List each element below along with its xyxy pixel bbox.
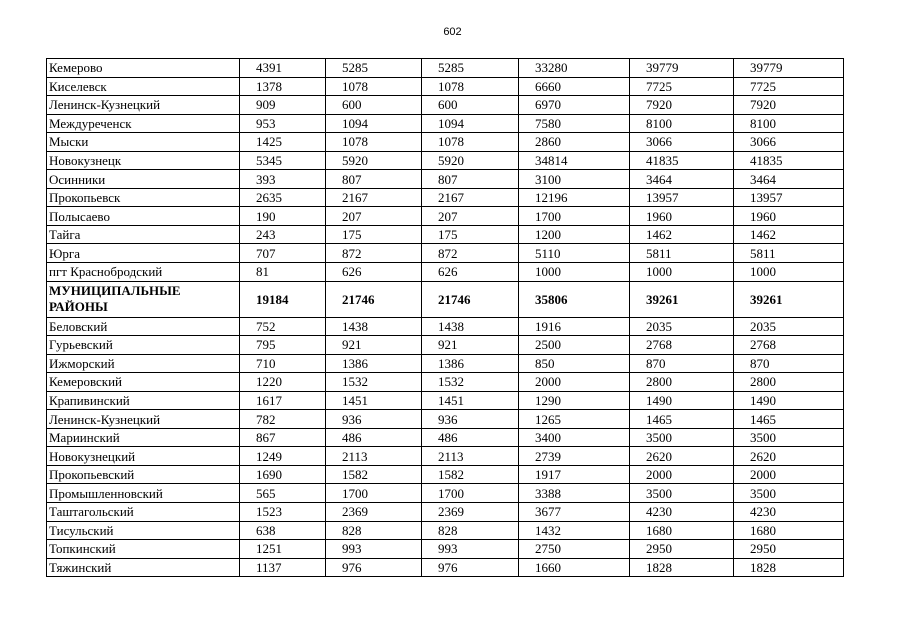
cell-value-col-5: 1960 <box>630 207 734 226</box>
cell-territory-name: Прокопьевск <box>47 188 240 207</box>
cell-value-col-2: 1700 <box>326 484 422 503</box>
cell-territory-name: МУНИЦИПАЛЬНЫЕ РАЙОНЫ <box>47 281 240 317</box>
cell-value-col-1: 1378 <box>240 77 326 96</box>
cell-value-col-5: 7920 <box>630 96 734 115</box>
cell-value-col-5: 7725 <box>630 77 734 96</box>
cell-value-col-1: 867 <box>240 428 326 447</box>
cell-value-col-4: 2750 <box>519 540 630 559</box>
cell-value-col-6: 1828 <box>734 558 844 577</box>
cell-value-col-6: 2000 <box>734 465 844 484</box>
cell-territory-name: Топкинский <box>47 540 240 559</box>
table-row <box>47 484 844 503</box>
cell-value-col-6: 2950 <box>734 540 844 559</box>
cell-value-col-3: 626 <box>422 263 519 282</box>
cell-value-col-4: 1290 <box>519 391 630 410</box>
cell-value-col-4: 2500 <box>519 336 630 355</box>
cell-value-col-6: 3464 <box>734 170 844 189</box>
cell-value-col-1: 782 <box>240 410 326 429</box>
cell-value-col-5: 41835 <box>630 151 734 170</box>
cell-value-col-2: 872 <box>326 244 422 263</box>
cell-value-col-2: 2167 <box>326 188 422 207</box>
cell-value-col-1: 1617 <box>240 391 326 410</box>
cell-value-col-2: 207 <box>326 207 422 226</box>
cell-value-col-4: 1917 <box>519 465 630 484</box>
cell-value-col-3: 175 <box>422 225 519 244</box>
cell-value-col-5: 2800 <box>630 373 734 392</box>
cell-value-col-5: 8100 <box>630 114 734 133</box>
cell-value-col-6: 7725 <box>734 77 844 96</box>
cell-value-col-6: 39779 <box>734 59 844 78</box>
cell-value-col-6: 1462 <box>734 225 844 244</box>
cell-value-col-3: 2167 <box>422 188 519 207</box>
cell-value-col-1: 953 <box>240 114 326 133</box>
cell-territory-name: Ленинск-Кузнецкий <box>47 96 240 115</box>
cell-value-col-2: 993 <box>326 540 422 559</box>
cell-value-col-3: 872 <box>422 244 519 263</box>
cell-value-col-6: 870 <box>734 354 844 373</box>
cell-value-col-5: 2000 <box>630 465 734 484</box>
cell-value-col-4: 7580 <box>519 114 630 133</box>
table-row <box>47 373 844 392</box>
cell-value-col-3: 5285 <box>422 59 519 78</box>
cell-territory-name: Кемеровский <box>47 373 240 392</box>
table-row <box>47 77 844 96</box>
cell-value-col-5: 1490 <box>630 391 734 410</box>
cell-value-col-4: 1432 <box>519 521 630 540</box>
cell-territory-name: Промышленновский <box>47 484 240 503</box>
cell-value-col-4: 3400 <box>519 428 630 447</box>
cell-value-col-2: 486 <box>326 428 422 447</box>
table-row <box>47 410 844 429</box>
cell-value-col-1: 1220 <box>240 373 326 392</box>
cell-territory-name: Крапивинский <box>47 391 240 410</box>
table-row <box>47 540 844 559</box>
cell-territory-name: Тяжинский <box>47 558 240 577</box>
cell-value-col-3: 600 <box>422 96 519 115</box>
cell-value-col-5: 1828 <box>630 558 734 577</box>
cell-value-col-6: 8100 <box>734 114 844 133</box>
cell-value-col-5: 39261 <box>630 281 734 317</box>
cell-value-col-1: 1425 <box>240 133 326 152</box>
cell-value-col-1: 1690 <box>240 465 326 484</box>
cell-value-col-2: 2369 <box>326 503 422 522</box>
cell-value-col-2: 1078 <box>326 77 422 96</box>
cell-value-col-6: 3500 <box>734 428 844 447</box>
cell-value-col-2: 5285 <box>326 59 422 78</box>
cell-value-col-2: 1094 <box>326 114 422 133</box>
cell-value-col-1: 190 <box>240 207 326 226</box>
cell-value-col-6: 13957 <box>734 188 844 207</box>
cell-value-col-5: 2035 <box>630 317 734 336</box>
cell-territory-name: Мыски <box>47 133 240 152</box>
cell-value-col-1: 5345 <box>240 151 326 170</box>
cell-value-col-3: 1582 <box>422 465 519 484</box>
cell-value-col-6: 41835 <box>734 151 844 170</box>
table-body <box>47 59 844 577</box>
cell-value-col-6: 5811 <box>734 244 844 263</box>
cell-value-col-3: 2369 <box>422 503 519 522</box>
cell-value-col-4: 12196 <box>519 188 630 207</box>
table-row <box>47 391 844 410</box>
cell-value-col-4: 1916 <box>519 317 630 336</box>
cell-value-col-2: 921 <box>326 336 422 355</box>
cell-value-col-5: 1680 <box>630 521 734 540</box>
cell-value-col-5: 5811 <box>630 244 734 263</box>
cell-territory-name: Ижморский <box>47 354 240 373</box>
cell-value-col-2: 807 <box>326 170 422 189</box>
cell-value-col-2: 600 <box>326 96 422 115</box>
cell-territory-name: Киселевск <box>47 77 240 96</box>
cell-value-col-5: 1000 <box>630 263 734 282</box>
table-row <box>47 447 844 466</box>
table-row <box>47 503 844 522</box>
cell-value-col-4: 6970 <box>519 96 630 115</box>
cell-value-col-6: 2035 <box>734 317 844 336</box>
cell-value-col-4: 3100 <box>519 170 630 189</box>
cell-value-col-6: 3500 <box>734 484 844 503</box>
cell-value-col-2: 626 <box>326 263 422 282</box>
cell-value-col-3: 486 <box>422 428 519 447</box>
cell-value-col-4: 1265 <box>519 410 630 429</box>
table-row <box>47 263 844 282</box>
cell-territory-name: Мариинский <box>47 428 240 447</box>
cell-value-col-3: 2113 <box>422 447 519 466</box>
cell-territory-name: Беловский <box>47 317 240 336</box>
cell-value-col-3: 1438 <box>422 317 519 336</box>
cell-value-col-1: 243 <box>240 225 326 244</box>
cell-value-col-3: 21746 <box>422 281 519 317</box>
cell-value-col-5: 39779 <box>630 59 734 78</box>
cell-value-col-4: 2860 <box>519 133 630 152</box>
cell-value-col-4: 850 <box>519 354 630 373</box>
cell-territory-name: Юрга <box>47 244 240 263</box>
table-row <box>47 354 844 373</box>
cell-value-col-3: 1451 <box>422 391 519 410</box>
cell-value-col-1: 19184 <box>240 281 326 317</box>
cell-value-col-3: 1532 <box>422 373 519 392</box>
cell-territory-name: пгт Краснобродский <box>47 263 240 282</box>
cell-value-col-3: 1386 <box>422 354 519 373</box>
cell-value-col-5: 2950 <box>630 540 734 559</box>
cell-value-col-5: 870 <box>630 354 734 373</box>
cell-value-col-6: 1000 <box>734 263 844 282</box>
cell-value-col-5: 1462 <box>630 225 734 244</box>
cell-value-col-4: 1200 <box>519 225 630 244</box>
table-row <box>47 225 844 244</box>
cell-territory-name: Осинники <box>47 170 240 189</box>
cell-value-col-1: 909 <box>240 96 326 115</box>
cell-value-col-1: 81 <box>240 263 326 282</box>
cell-value-col-2: 1078 <box>326 133 422 152</box>
cell-value-col-4: 2739 <box>519 447 630 466</box>
cell-value-col-2: 828 <box>326 521 422 540</box>
cell-value-col-4: 33280 <box>519 59 630 78</box>
cell-value-col-2: 1451 <box>326 391 422 410</box>
table-row <box>47 317 844 336</box>
cell-value-col-3: 936 <box>422 410 519 429</box>
cell-value-col-1: 2635 <box>240 188 326 207</box>
cell-value-col-2: 21746 <box>326 281 422 317</box>
cell-territory-name: Тайга <box>47 225 240 244</box>
cell-territory-name: Полысаево <box>47 207 240 226</box>
cell-value-col-4: 1700 <box>519 207 630 226</box>
cell-value-col-5: 13957 <box>630 188 734 207</box>
cell-value-col-6: 4230 <box>734 503 844 522</box>
table-row <box>47 207 844 226</box>
cell-value-col-4: 34814 <box>519 151 630 170</box>
cell-value-col-1: 1523 <box>240 503 326 522</box>
table-row <box>47 558 844 577</box>
cell-territory-name: Таштагольский <box>47 503 240 522</box>
cell-value-col-6: 2800 <box>734 373 844 392</box>
cell-value-col-5: 3066 <box>630 133 734 152</box>
cell-value-col-3: 828 <box>422 521 519 540</box>
cell-value-col-6: 7920 <box>734 96 844 115</box>
cell-value-col-5: 3500 <box>630 484 734 503</box>
cell-value-col-1: 393 <box>240 170 326 189</box>
cell-value-col-3: 1078 <box>422 133 519 152</box>
table-row <box>47 188 844 207</box>
cell-value-col-6: 1680 <box>734 521 844 540</box>
cell-value-col-2: 1438 <box>326 317 422 336</box>
cell-value-col-4: 6660 <box>519 77 630 96</box>
cell-value-col-1: 707 <box>240 244 326 263</box>
cell-value-col-6: 39261 <box>734 281 844 317</box>
cell-value-col-6: 1465 <box>734 410 844 429</box>
cell-territory-name: Междуреченск <box>47 114 240 133</box>
cell-value-col-5: 2620 <box>630 447 734 466</box>
cell-value-col-2: 2113 <box>326 447 422 466</box>
table-row <box>47 244 844 263</box>
table-row-total <box>47 281 844 317</box>
cell-value-col-1: 638 <box>240 521 326 540</box>
cell-value-col-1: 565 <box>240 484 326 503</box>
table-row <box>47 59 844 78</box>
cell-value-col-1: 1251 <box>240 540 326 559</box>
cell-territory-name: Тисульский <box>47 521 240 540</box>
cell-value-col-2: 1532 <box>326 373 422 392</box>
table-row <box>47 170 844 189</box>
cell-value-col-2: 1386 <box>326 354 422 373</box>
cell-value-col-1: 4391 <box>240 59 326 78</box>
table-row <box>47 96 844 115</box>
cell-value-col-3: 207 <box>422 207 519 226</box>
cell-value-col-4: 3677 <box>519 503 630 522</box>
cell-value-col-3: 976 <box>422 558 519 577</box>
cell-value-col-3: 1700 <box>422 484 519 503</box>
cell-value-col-1: 1249 <box>240 447 326 466</box>
table-row <box>47 133 844 152</box>
cell-value-col-6: 3066 <box>734 133 844 152</box>
data-table <box>46 58 844 577</box>
cell-value-col-5: 3464 <box>630 170 734 189</box>
cell-value-col-6: 2768 <box>734 336 844 355</box>
cell-value-col-3: 993 <box>422 540 519 559</box>
table-row <box>47 151 844 170</box>
cell-territory-name: Гурьевский <box>47 336 240 355</box>
cell-value-col-4: 35806 <box>519 281 630 317</box>
cell-territory-name: Новокузнецк <box>47 151 240 170</box>
cell-value-col-2: 1582 <box>326 465 422 484</box>
cell-value-col-4: 2000 <box>519 373 630 392</box>
cell-value-col-5: 3500 <box>630 428 734 447</box>
cell-value-col-3: 921 <box>422 336 519 355</box>
page-number: 602 <box>443 26 462 38</box>
cell-value-col-3: 1078 <box>422 77 519 96</box>
cell-value-col-2: 936 <box>326 410 422 429</box>
table-row <box>47 465 844 484</box>
cell-value-col-5: 2768 <box>630 336 734 355</box>
cell-value-col-1: 1137 <box>240 558 326 577</box>
cell-value-col-6: 1960 <box>734 207 844 226</box>
cell-value-col-6: 1490 <box>734 391 844 410</box>
cell-value-col-2: 175 <box>326 225 422 244</box>
cell-value-col-4: 5110 <box>519 244 630 263</box>
cell-value-col-3: 1094 <box>422 114 519 133</box>
table-row <box>47 336 844 355</box>
cell-territory-name: Прокопьевский <box>47 465 240 484</box>
cell-value-col-4: 1660 <box>519 558 630 577</box>
cell-value-col-5: 4230 <box>630 503 734 522</box>
cell-value-col-4: 1000 <box>519 263 630 282</box>
table-row <box>47 428 844 447</box>
cell-value-col-4: 3388 <box>519 484 630 503</box>
cell-value-col-5: 1465 <box>630 410 734 429</box>
cell-value-col-2: 5920 <box>326 151 422 170</box>
cell-value-col-3: 807 <box>422 170 519 189</box>
cell-territory-name: Кемерово <box>47 59 240 78</box>
cell-territory-name: Ленинск-Кузнецкий <box>47 410 240 429</box>
cell-value-col-2: 976 <box>326 558 422 577</box>
cell-value-col-3: 5920 <box>422 151 519 170</box>
cell-territory-name: Новокузнецкий <box>47 447 240 466</box>
cell-value-col-1: 752 <box>240 317 326 336</box>
cell-value-col-1: 795 <box>240 336 326 355</box>
table-row <box>47 114 844 133</box>
table-row <box>47 521 844 540</box>
cell-value-col-1: 710 <box>240 354 326 373</box>
cell-value-col-6: 2620 <box>734 447 844 466</box>
